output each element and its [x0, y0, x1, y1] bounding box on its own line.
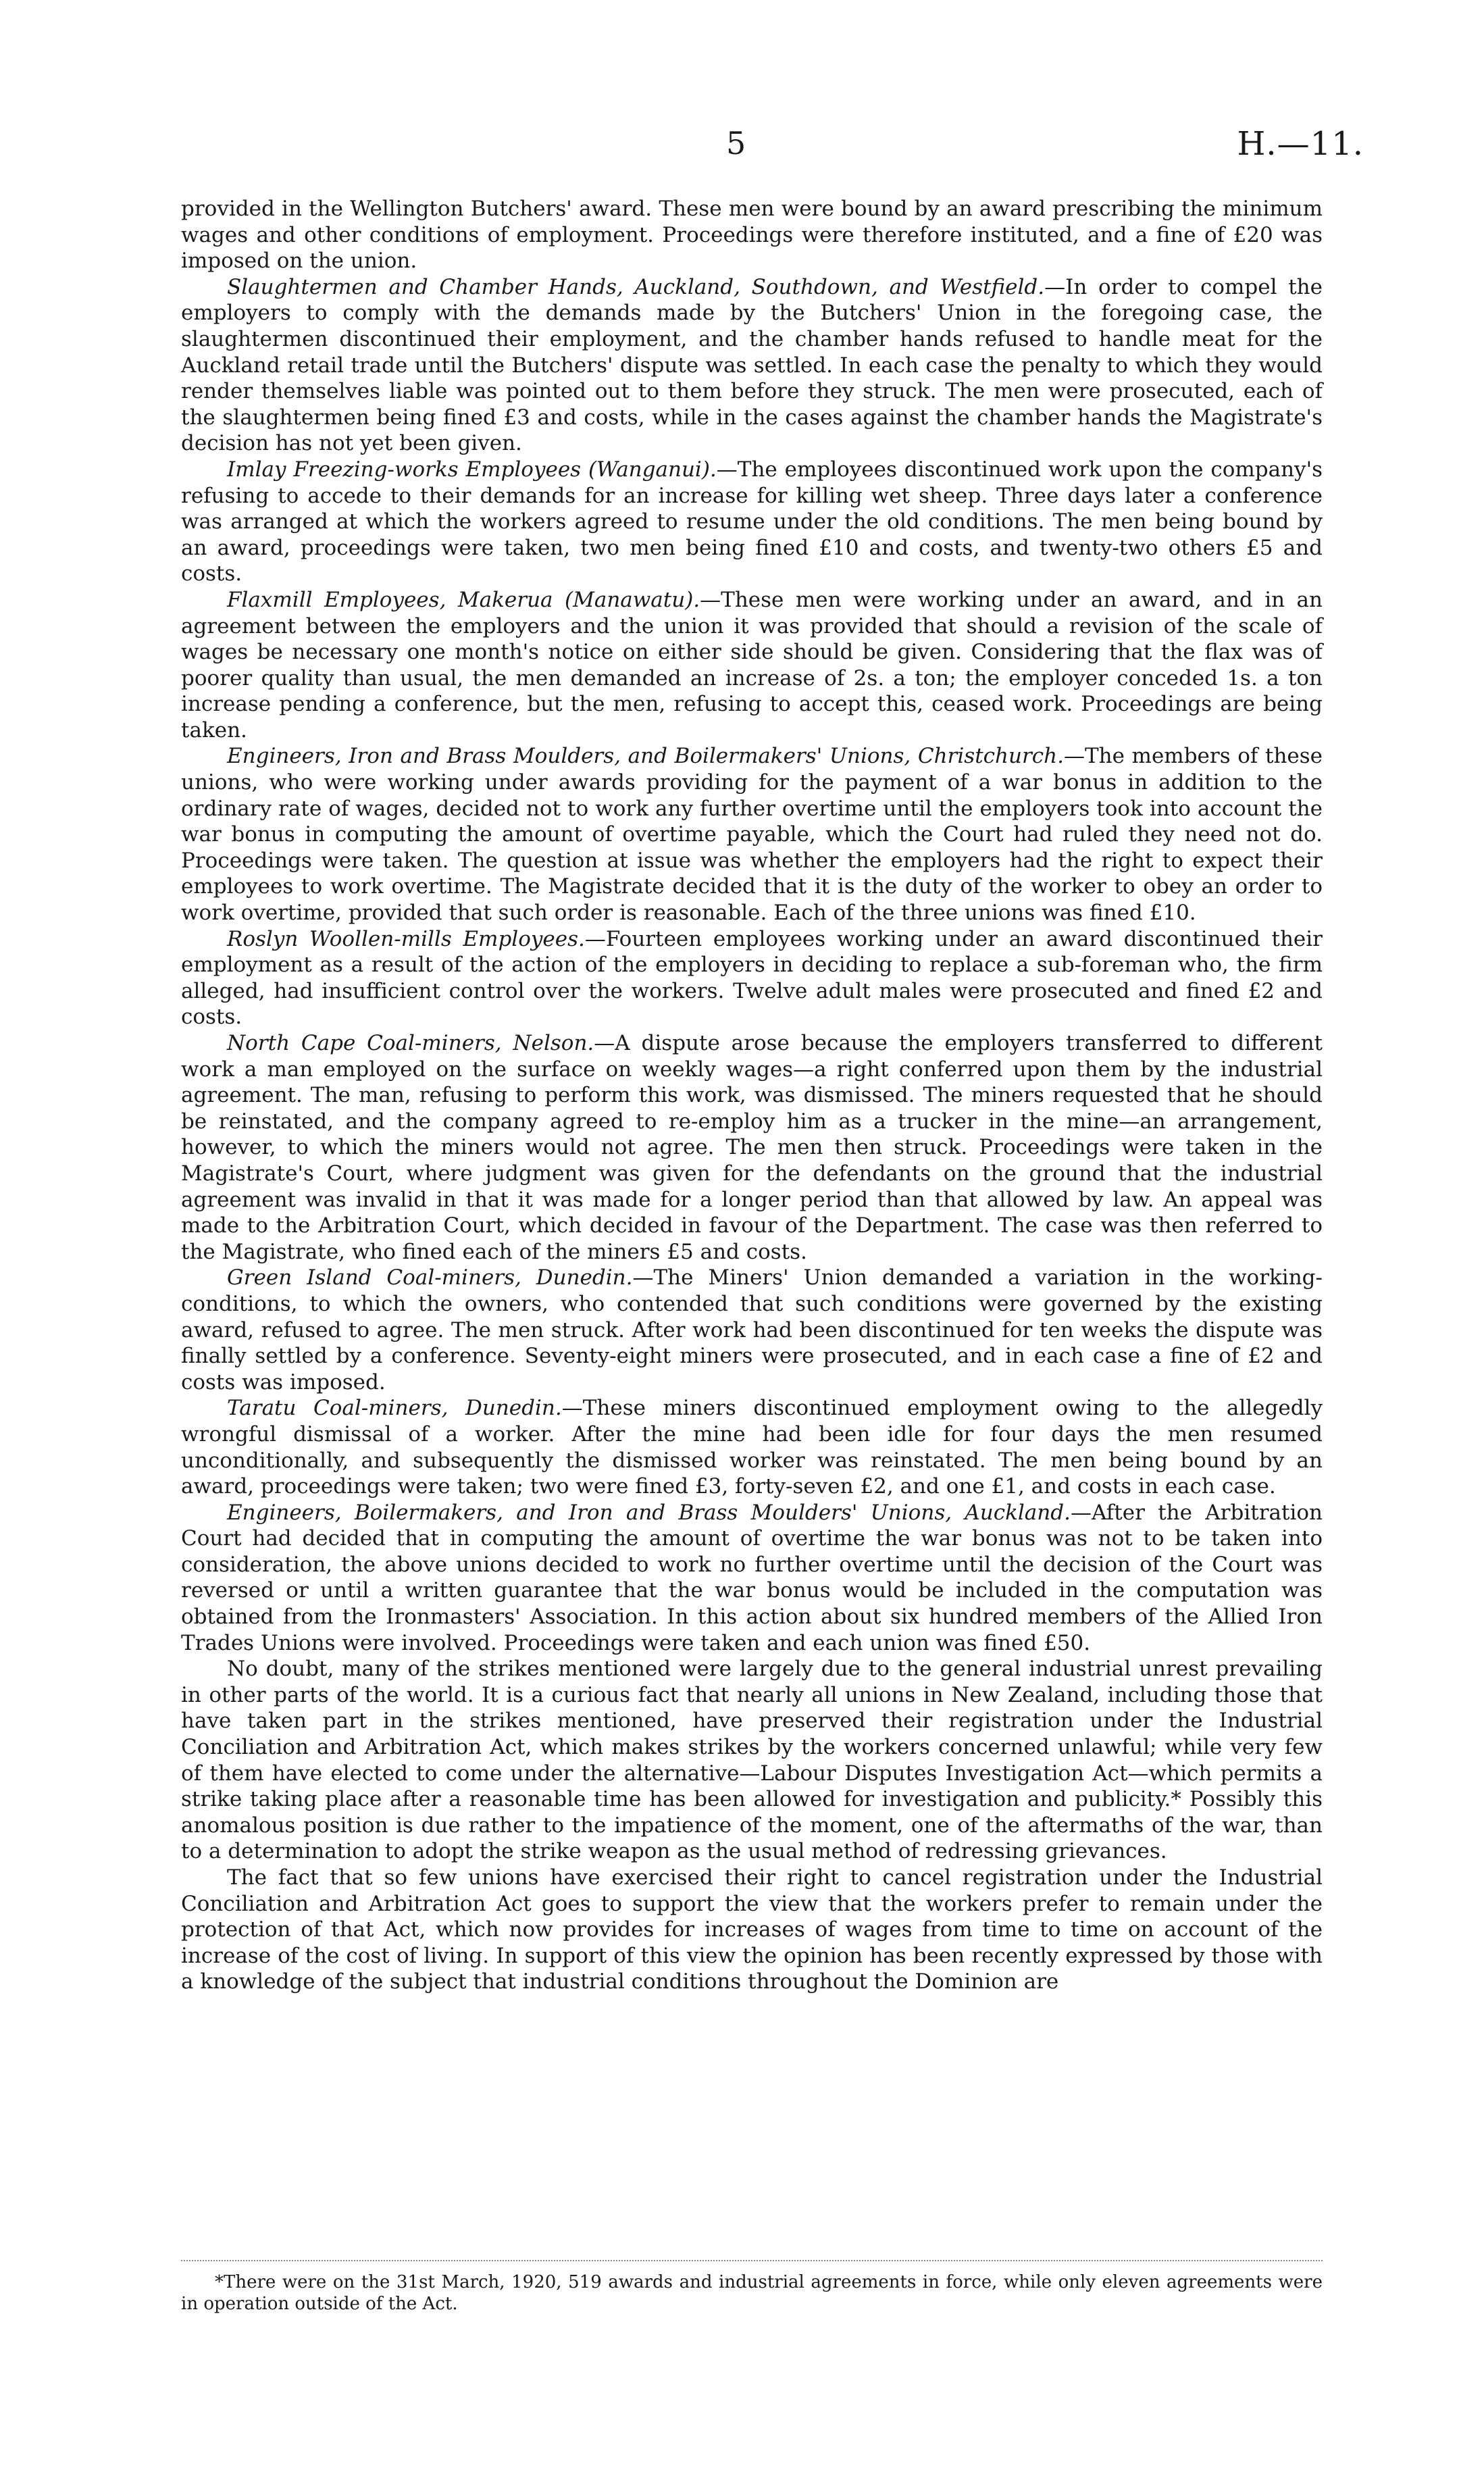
paragraph-heading: Imlay Freezing-works Employees (Wanganui). [227, 457, 717, 482]
page-header [0, 125, 1484, 179]
paragraph-heading: Flaxmill Employees, Makerua (Manawatu). [227, 587, 700, 612]
paragraph [181, 1500, 1323, 1657]
paragraph [181, 1656, 1323, 1865]
paragraph-heading: Slaughtermen and Chamber Hands, Auckland, Southdown, and Westfield. [227, 274, 1045, 299]
paragraph-text: —A dispute arose because the employers transferred to different work a man employed on the surface on weekly wages—a right conferred upon them by the industrial agreement. The man, refusing to perform this work, was dismissed. The miners requested that he should be reinstated, and the company agreed to re-employ him as a trucker in the mine—an arrangement, however, to which the miners would not agree. The men then struck. Proceedings were taken in the Magistrate's Court, where judgment was given for the defendants on the ground that the industrial agreement was invalid in that it was made for a longer period than that allowed by law. An appeal was made to the Arbitration Court, which decided in favour of the Department. The case was then referred to the Magistrate, who fined each of the miners £5 and costs. [181, 1031, 1323, 1264]
paragraph-heading: Engineers, Boilermakers, and Iron and Brass Moulders' Unions, Auckland. [227, 1500, 1071, 1525]
paragraph-text: The fact that so few unions have exercised their right to cancel registration under the Industrial Conciliation and Arbitration Act goes to support the view that the workers prefer to remain under the protection of that Act, which now provides for increases of wages from time to time on account of the increase of the cost of living. In support of this view the opinion has been recently expressed by those with a knowledge of the subject that industrial conditions throughout the Dominion are [181, 1865, 1323, 1994]
paragraph [181, 1030, 1323, 1265]
paragraph [181, 926, 1323, 1030]
paragraph-text: —These miners discontinued employment owing to the allegedly wrongful dismissal of a worker. After the mine had been idle for four days the men resumed unconditionally, and subsequently the dismissed worker was reinstated. The men being bound by an award, proceedings were taken; two were fined £3, forty-seven £2, and one £1, and costs in each case. [181, 1396, 1323, 1499]
paragraph-heading: Roslyn Woollen-mills Employees. [227, 926, 585, 951]
paragraph-text: provided in the Wellington Butchers' award. These men were bound by an award prescribing the minimum wages and other conditions of employment. Proceedings were therefore instituted, and a fine of £20 was imposed on the union. [181, 197, 1323, 274]
paragraph [181, 274, 1323, 457]
paragraph [181, 457, 1323, 587]
paragraph-text: —Fourteen employees working under an award discontinued their employment as a result of the action of the employers in deciding to replace a sub-foreman who, the firm alleged, had insufficient control over the workers. Twelve adult males were prosecuted and fined £2 and costs. [181, 926, 1323, 1030]
paragraph-text: —In order to compel the employers to comply with the demands made by the Butchers' Union in the foregoing case, the slaughtermen discontinued their employment, and the chamber hands refused to handle meat for the Auckland retail trade until the Butchers' dispute was settled. In each case the penalty to which they would render themselves liable was pointed out to them before they struck. The men were prosecuted, each of the slaughtermen being fined £3 and costs, while in the cases against the chamber hands the Magistrate's decision has not yet been given. [181, 274, 1323, 456]
paragraph-text: —The Miners' Union demanded a variation in the working-conditions, to which the owners, who contended that such conditions were governed by the existing award, refused to agree. The men struck. After work had been discontinued for ten weeks the dispute was finally settled by a conference. Seventy-eight miners were prosecuted, and in each case a fine of £2 and costs was imposed. [181, 1265, 1323, 1394]
paragraph-text: —These men were working under an award, and in an agreement between the employers and the union it was provided that should a revision of the scale of wages be necessary one month's notice on either side should be given. Considering that the flax was of poorer quality than usual, the men demanded an increase of 2s. a ton; the employer conceded 1s. a ton increase pending a conference, but the men, refusing to accept this, ceased work. Proceedings are being taken. [181, 587, 1323, 743]
paragraph [181, 743, 1323, 926]
paragraph-text: No doubt, many of the strikes mentioned were largely due to the general industrial unrest prevailing in other parts of the world. It is a curious fact that nearly all unions in New Zealand, including those that have taken part in the strikes mentioned, have preserved their registration under the Industrial Conciliation and Arbitration Act, which makes strikes by the workers concerned unlawful; while very few of them have elected to come under the alternative—Labour Disputes Investigation Act—which permits a strike taking place after a reasonable time has been allowed for investigation and publicity.* Possibly this anomalous position is due rather to the impatience of the moment, one of the aftermaths of the war, than to a determination to adopt the strike weapon as the usual method of redressing grievances. [181, 1657, 1323, 1864]
paragraph-text: —The employees discontinued work upon the company's refusing to accede to their demands for an increase for killing wet sheep. Three days later a conference was arranged at which the workers agreed to resume under the old conditions. The men being bound by an award, proceedings were taken, two men being fined £10 and costs, and twenty-two others £5 and costs. [181, 457, 1323, 586]
document-reference: H.—11. [1237, 125, 1364, 163]
paragraph-heading: Taratu Coal-miners, Dunedin. [227, 1396, 562, 1421]
paragraph-text: —After the Arbitration Court had decided that in computing the amount of overtime the war bonus was not to be taken into consideration, the above unions decided to work no further overtime until the decision of the Court was reversed or until a written guarantee that the war bonus would be included in the computation was obtained from the Ironmasters' Association. In this action about six hundred members of the Allied Iron Trades Unions were involved. Proceedings were taken and each union was fined £50. [181, 1500, 1323, 1655]
paragraph [181, 1265, 1323, 1395]
footnote: *There were on the 31st March, 1920, 519 awards and industrial agreements in force, while only eleven agreements were in operation outside of the Act. [181, 2272, 1323, 2314]
paragraph-heading: Green Island Coal-miners, Dunedin. [227, 1265, 633, 1290]
paragraph-text: —The members of these unions, who were working under awards providing for the payment of a war bonus in addition to the ordinary rate of wages, decided not to work any further overtime until the employers took into account the war bonus in computing the amount of overtime payable, which the Court had ruled they need not do. Proceedings were taken. The question at issue was whether the employers had the right to expect their employees to work overtime. The Magistrate decided that it is the duty of the worker to obey an order to work overtime, provided that such order is reasonable. Each of the three unions was fined £10. [181, 744, 1323, 926]
paragraph [181, 196, 1323, 274]
footnote-divider [181, 2260, 1323, 2261]
paragraph [181, 1395, 1323, 1499]
page-number: 5 [726, 125, 746, 161]
paragraph [181, 587, 1323, 744]
body-text [181, 196, 1323, 1995]
paragraph-heading: Engineers, Iron and Brass Moulders, and Boilermakers' Unions, Christchurch. [227, 744, 1064, 769]
paragraph-heading: North Cape Coal-miners, Nelson. [227, 1031, 594, 1055]
paragraph [181, 1865, 1323, 1995]
